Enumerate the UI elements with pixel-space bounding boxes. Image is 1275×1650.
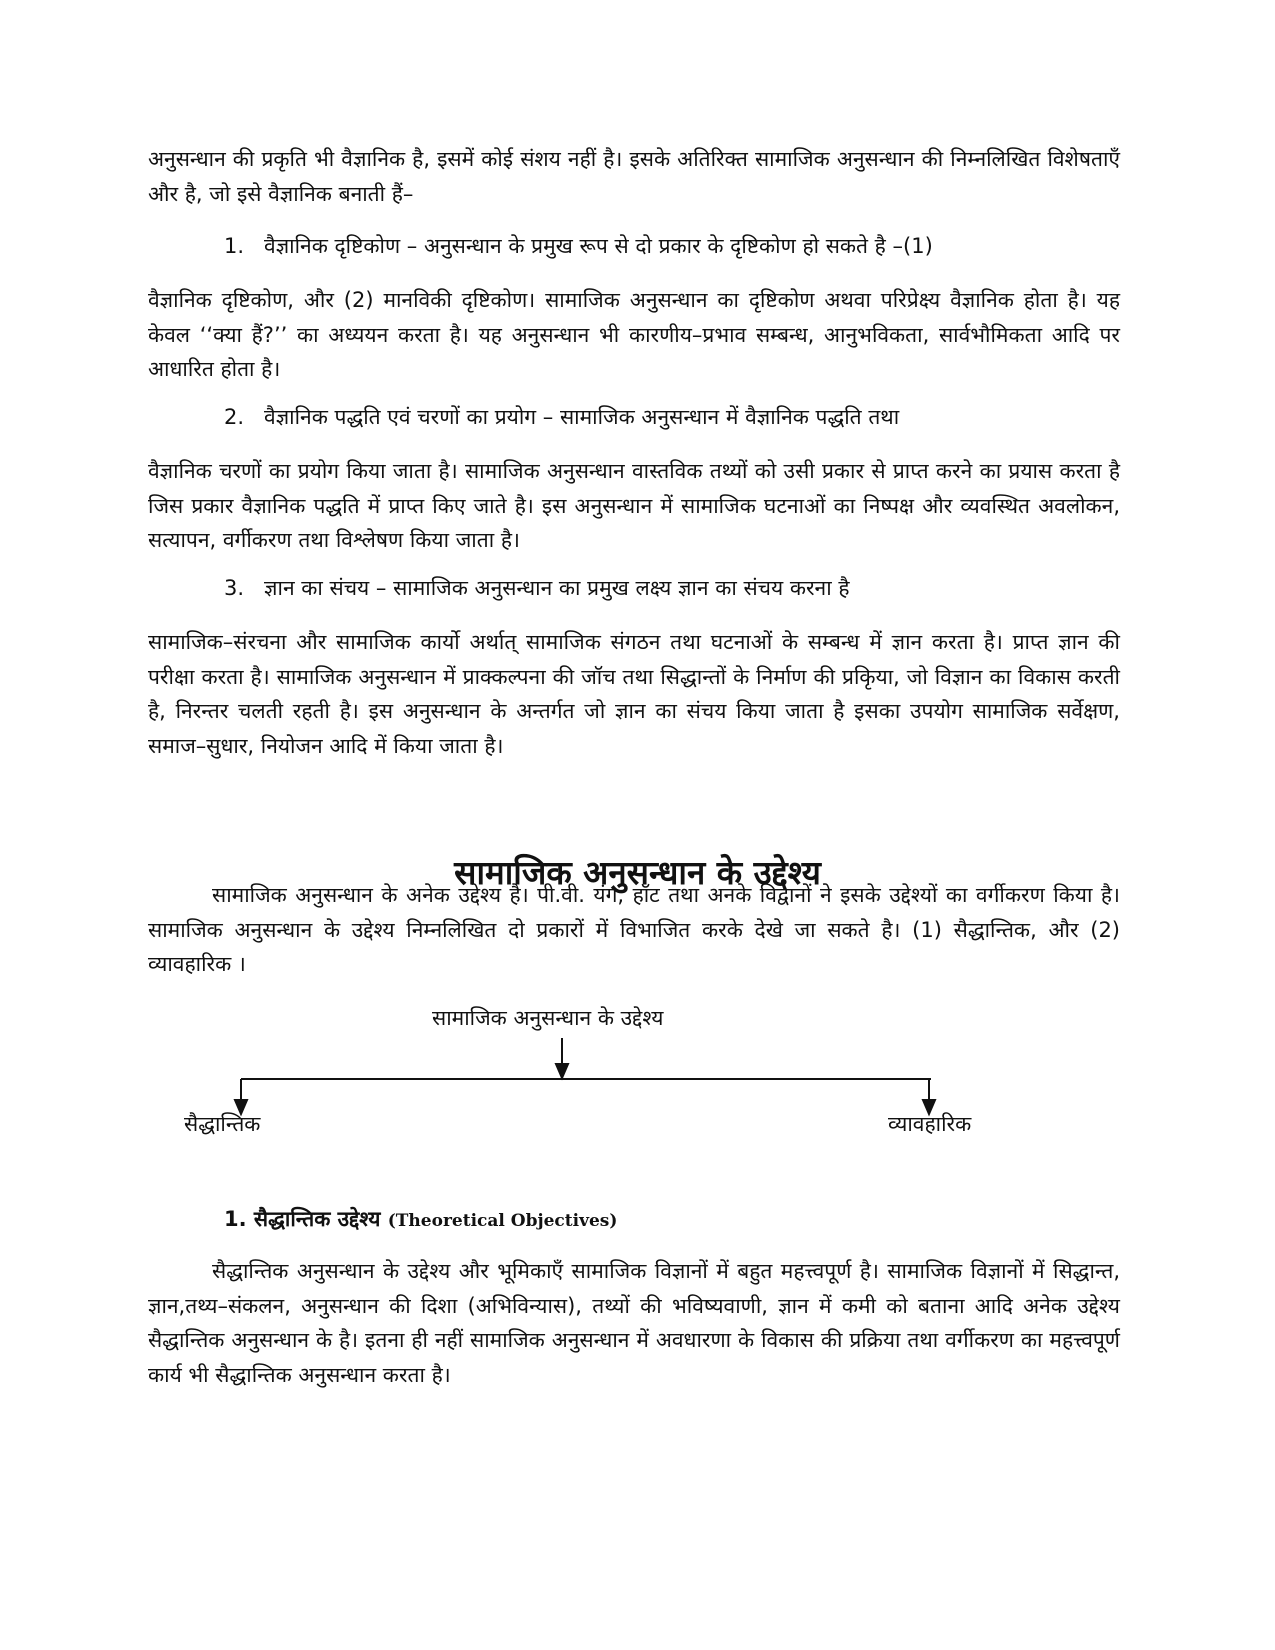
paragraph-knowledge: सामाजिक–संरचना और सामाजिक कार्यो अर्थात् सामाजिक संगठन तथा घटनाओं के सम्बन्ध में ज्ञान करता है। प्राप्त ज्ञान की परीक्षा करता है। सामाजिक अनुसन्धान में प्राक्कल्पना की जॉच तथा सिद्धान्तों के निर्माण की प्रकृिया, जो विज्ञान का विकास करती है, निरन्तर चलती रहती है। इस अनुसन्धान के अन्तर्गत जो ज्ञान का संचय किया जाता है इसका उपयोग सामाजिक सर्वेक्षण, समाज–सुधार, नियोजन आदि में किया जाता है।	[148, 630, 1120, 758]
paragraph-method: वैज्ञानिक चरणों का प्रयोग किया जाता है। सामाजिक अनुसन्धान वास्तविक तथ्यों को उसी प्रकार से प्राप्त करने का प्रयास करता है जिस प्रकार वैज्ञानिक पद्धति में प्राप्त किए जाते है। इस अनुसन्धान में सामाजिक घटनाओं का निष्पक्ष और व्यवस्थित अवलोकन, सत्यापन, वर्गीकरण तथा विश्लेषण किया जाता है।	[148, 459, 1120, 552]
paragraph-intro: अनुसन्धान की प्रकृति भी वैज्ञानिक है, इसमें कोई संशय नहीं है। इसके अतिरिक्त सामाजिक अनुसन्धान की निम्नलिखित विशेषताएँ और है, जो इसे वैज्ञानिक बनाती हैं–	[148, 147, 1120, 206]
section-heading: सामाजिक अनुसन्धान के उद्देश्य	[454, 853, 821, 892]
list-item-text: वैज्ञानिक पद्धति एवं चरणों का प्रयोग – सामाजिक अनुसन्धान में वैज्ञानिक पद्धति तथा	[264, 405, 900, 429]
subsection-heading	[224, 1205, 617, 1233]
list-item-text: वैज्ञानिक दृष्टिकोण – अनुसन्धान के प्रमुख रूप से दो प्रकार के दृष्टिकोण हो सकते है –(1)	[264, 234, 933, 258]
list-item-text: ज्ञान का संचय – सामाजिक अनुसन्धान का प्रमुख लक्ष्य ज्ञान का संचय करना है	[264, 576, 850, 600]
paragraph-theoretical: सैद्धान्तिक अनुसन्धान के उद्देश्य और भूमिकाएँ सामाजिक विज्ञानों में बहुत महत्त्वपूर्ण है। सामाजिक विज्ञानों में सिद्धान्त, ज्ञान,तथ्य–संकलन, अनुसन्धान की दिशा (अभिविन्यास), तथ्यों की भविष्यवाणी, ज्ञान में कमी को बताना आदि अनेक उद्देश्य सैद्धान्तिक अनुसन्धान के है। इतना ही नहीं सामाजिक अनुसन्धान में अवधारणा के विकास की प्रक्रिया तथा वर्गीकरण का महत्त्वपूर्ण कार्य भी सैद्धान्तिक अनुसन्धान करता है।	[148, 1259, 1120, 1387]
subsection-heading-english: (Theoretical Objectives)	[387, 1211, 618, 1231]
list-number: 1.	[224, 234, 245, 258]
subsection-heading-hindi: 1. सैद्धान्तिक उद्देश्य	[224, 1207, 381, 1231]
diagram-right-label: व्यावहारिक	[888, 1112, 972, 1136]
list-number: 2.	[224, 405, 245, 429]
paragraph-objectives: सामाजिक अनुसन्धान के अनेक उद्देश्य है। पी.वी. यंग, हॉट तथा अनके विद्वानों ने इसके उद्देश्यों का वर्गीकरण किया है। सामाजिक अनुसन्धान के उद्देश्य निम्नलिखित दो प्रकारों में विभाजित करके देखे जा सकते है। (1) सैद्धान्तिक, और (2) व्यावहारिक ।	[148, 883, 1120, 976]
diagram-root-label: सामाजिक अनुसन्धान के उद्देश्य	[432, 1006, 664, 1030]
paragraph-approach: वैज्ञानिक दृष्टिकोण, और (2) मानविकी दृष्टिकोण। सामाजिक अनुसन्धान का दृष्टिकोण अथवा परिप्रेक्ष्य वैज्ञानिक होता है। यह केवल ‘‘क्या हैं?’’ का अध्ययन करता है। यह अनुसन्धान भी कारणीय–प्रभाव सम्बन्ध, आनुभविकता, सार्वभौमिकता आदि पर आधारित होता है।	[148, 288, 1120, 381]
list-number: 3.	[224, 576, 245, 600]
diagram-left-label: सैद्धान्तिक	[184, 1112, 261, 1136]
diagram-stem-arrow	[556, 1064, 568, 1078]
